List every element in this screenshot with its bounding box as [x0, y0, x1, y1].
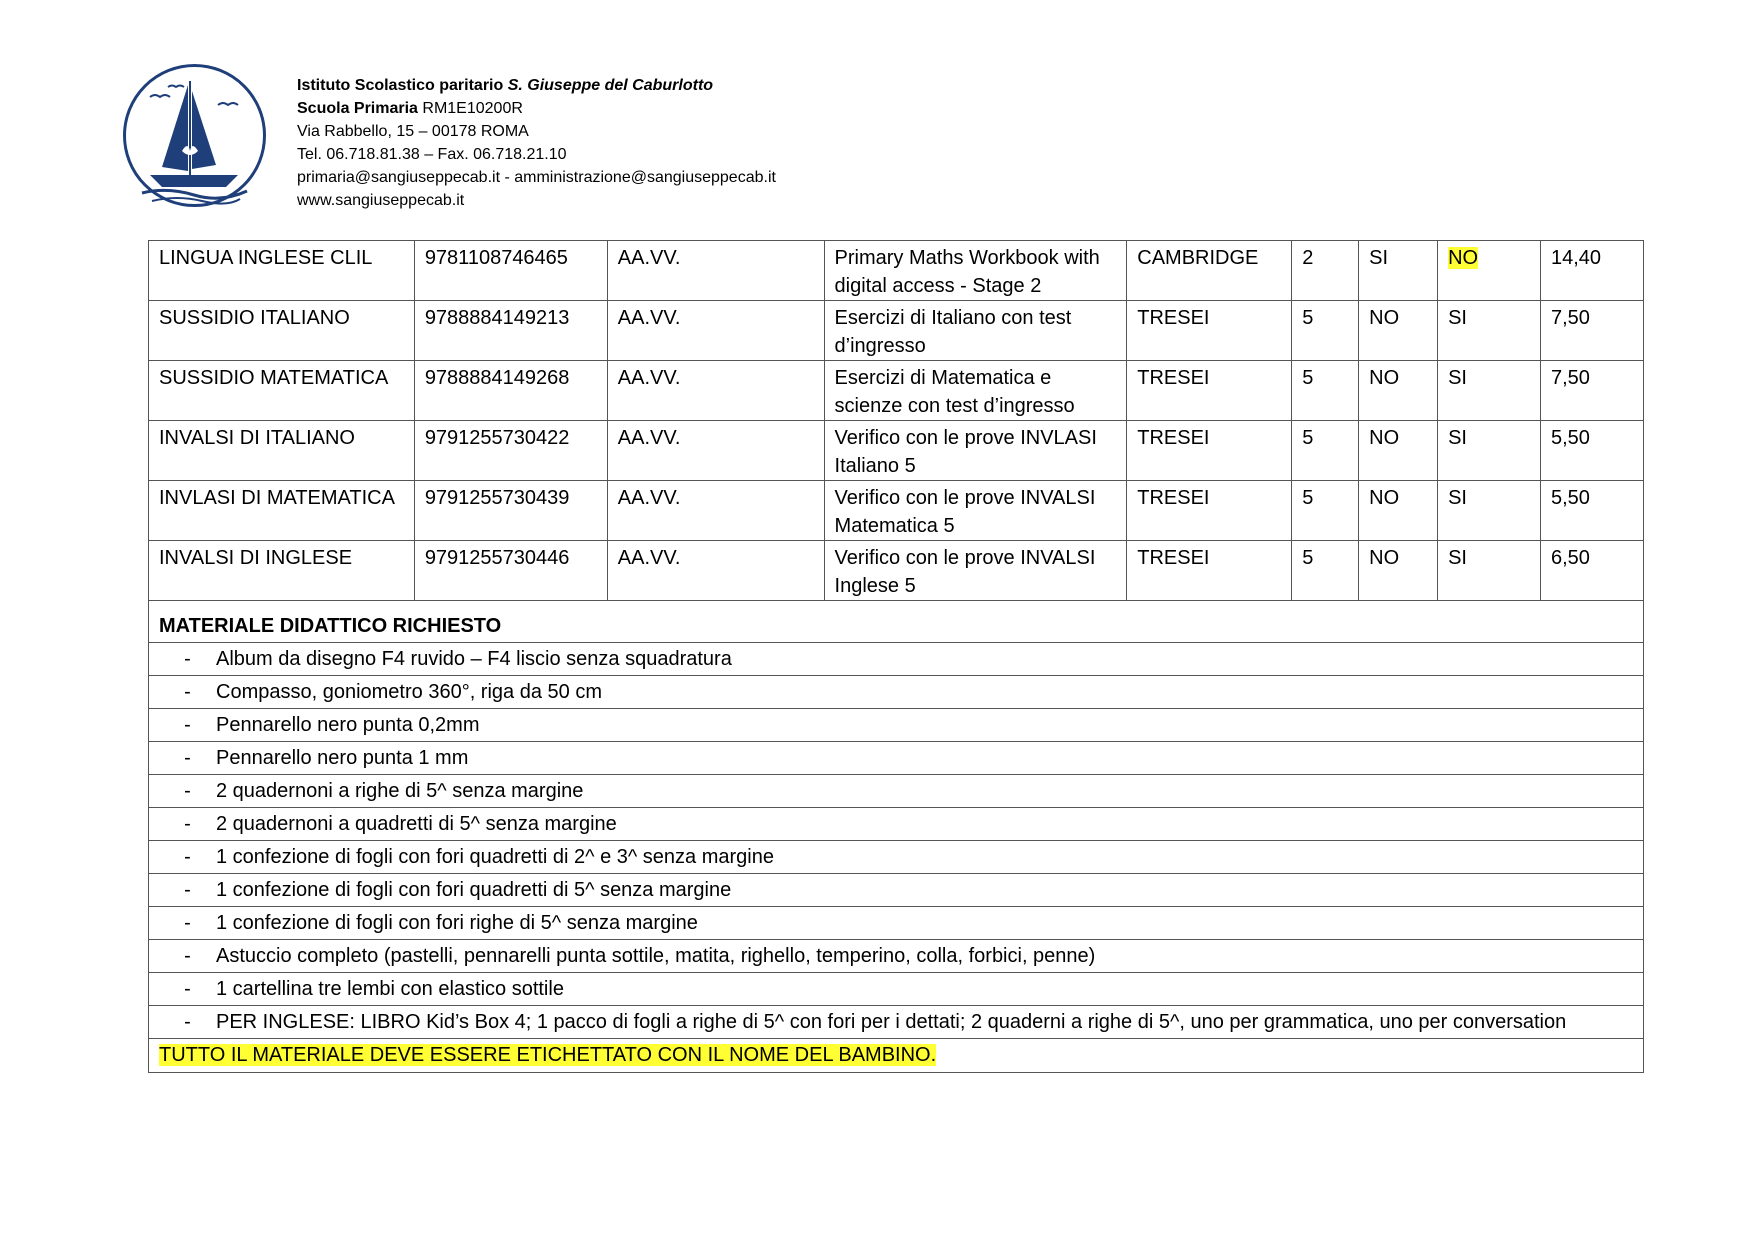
book-subject: INVALSI DI ITALIANO	[159, 427, 355, 449]
book-isbn: 9781108746465	[424, 247, 568, 269]
book-publisher: TRESEI	[1137, 547, 1210, 569]
book-isbn: 9788884149213	[424, 307, 570, 329]
material-item-cell	[149, 841, 1644, 874]
book-vol-cell	[1292, 301, 1359, 361]
book-price-cell	[1541, 481, 1644, 541]
book-c1-cell	[1359, 301, 1438, 361]
book-author: AA.VV.	[617, 307, 681, 329]
book-price-cell	[1541, 361, 1644, 421]
book-isbn-cell	[414, 481, 607, 541]
book-publisher-cell	[1127, 361, 1292, 421]
book-c2-cell	[1438, 301, 1541, 361]
book-isbn-cell	[414, 361, 607, 421]
book-price: 6,50	[1551, 547, 1590, 569]
material-item-cell	[149, 643, 1644, 676]
book-author: AA.VV.	[617, 367, 681, 389]
book-c1: NO	[1369, 427, 1400, 449]
book-subject-cell	[149, 301, 415, 361]
book-subject: SUSSIDIO ITALIANO	[159, 307, 350, 329]
book-vol: 2	[1302, 247, 1314, 269]
book-title-cell	[824, 361, 1127, 421]
book-subject-cell	[149, 481, 415, 541]
book-vol: 5	[1302, 547, 1314, 569]
material-item-cell	[149, 907, 1644, 940]
book-title-cell	[824, 421, 1127, 481]
label-note-row	[149, 1039, 1644, 1073]
book-vol: 5	[1302, 487, 1314, 509]
book-price: 7,50	[1551, 307, 1590, 329]
material-item-cell	[149, 940, 1644, 973]
book-subject: INVLASI DI MATEMATICA	[159, 487, 395, 509]
book-vol-cell	[1292, 421, 1359, 481]
book-title: Esercizi di Matematica e scienze con test d’ingresso	[834, 367, 1075, 417]
book-c2: SI	[1448, 487, 1467, 509]
book-isbn: 9791255730446	[424, 547, 570, 569]
book-vol-cell	[1292, 361, 1359, 421]
book-author: AA.VV.	[617, 247, 681, 269]
material-item-cell	[149, 874, 1644, 907]
material-item	[149, 841, 1644, 874]
book-c1-cell	[1359, 421, 1438, 481]
books-table	[148, 240, 1644, 601]
book-title: Esercizi di Italiano con test d’ingresso	[834, 307, 1072, 357]
book-publisher-cell	[1127, 421, 1292, 481]
book-c2-cell	[1438, 481, 1541, 541]
book-isbn: 9791255730422	[424, 427, 570, 449]
material-item	[149, 940, 1644, 973]
book-author-cell	[607, 421, 824, 481]
institute-prefix: Istituto Scolastico paritario	[297, 77, 508, 94]
bullet-dash: -	[184, 878, 191, 901]
book-price: 7,50	[1551, 367, 1590, 389]
material-item-text: 2 quadernoni a quadretti di 5^ senza margine	[216, 812, 617, 835]
bullet-dash: -	[184, 680, 191, 703]
material-item	[149, 742, 1644, 775]
material-item-text: 1 confezione di fogli con fori quadretti di 2^ e 3^ senza margine	[216, 845, 774, 868]
material-item-text: Compasso, goniometro 360°, riga da 50 cm	[216, 680, 602, 703]
material-item	[149, 907, 1644, 940]
school-header	[297, 74, 776, 212]
book-c1-cell	[1359, 481, 1438, 541]
material-item-cell	[149, 775, 1644, 808]
book-author: AA.VV.	[617, 487, 681, 509]
book-price-cell	[1541, 241, 1644, 301]
material-item	[149, 709, 1644, 742]
book-price: 5,50	[1551, 487, 1590, 509]
book-c2-cell	[1438, 241, 1541, 301]
book-subject-cell	[149, 241, 415, 301]
book-vol: 5	[1302, 367, 1314, 389]
book-vol: 5	[1302, 307, 1314, 329]
material-item-cell	[149, 808, 1644, 841]
material-item-text: Pennarello nero punta 1 mm	[216, 746, 469, 769]
book-c2-cell	[1438, 361, 1541, 421]
book-publisher: TRESEI	[1137, 367, 1210, 389]
book-publisher-cell	[1127, 481, 1292, 541]
book-title: Verifico con le prove INVLASI Italiano 5	[834, 427, 1097, 477]
bullet-dash: -	[184, 713, 191, 736]
book-c1: NO	[1369, 547, 1400, 569]
book-title: Verifico con le prove INVALSI Matematica 5	[834, 487, 1096, 537]
book-subject: SUSSIDIO MATEMATICA	[159, 367, 389, 389]
book-price-cell	[1541, 421, 1644, 481]
book-author-cell	[607, 361, 824, 421]
book-isbn: 9791255730439	[424, 487, 570, 509]
materials-table	[148, 584, 1644, 1073]
book-c2: SI	[1448, 367, 1467, 389]
book-title: Verifico con le prove INVALSI Inglese 5	[834, 547, 1096, 597]
school-label: Scuola Primaria	[297, 100, 418, 117]
book-publisher: TRESEI	[1137, 307, 1210, 329]
book-c2: SI	[1448, 427, 1467, 449]
book-price: 5,50	[1551, 427, 1590, 449]
material-item-cell	[149, 742, 1644, 775]
book-publisher: CAMBRIDGE	[1137, 247, 1259, 269]
bullet-dash: -	[184, 779, 191, 802]
book-vol: 5	[1302, 427, 1314, 449]
book-author: AA.VV.	[617, 427, 681, 449]
book-author: AA.VV.	[617, 547, 681, 569]
material-item	[149, 1006, 1644, 1039]
material-item-text: Astuccio completo (pastelli, pennarelli punta sottile, matita, righello, temperino, colla, forbici, penne)	[216, 944, 1096, 967]
book-title-cell	[824, 301, 1127, 361]
bullet-dash: -	[184, 1010, 191, 1033]
book-c2: NO	[1448, 247, 1479, 269]
material-item	[149, 643, 1644, 676]
book-subject-cell	[149, 421, 415, 481]
book-author-cell	[607, 241, 824, 301]
book-c1-cell	[1359, 241, 1438, 301]
book-author-cell	[607, 301, 824, 361]
book-vol-cell	[1292, 241, 1359, 301]
book-row	[149, 361, 1644, 421]
label-note: TUTTO IL MATERIALE DEVE ESSERE ETICHETTATO CON IL NOME DEL BAMBINO.	[159, 1044, 937, 1066]
material-item-text: Pennarello nero punta 0,2mm	[216, 713, 480, 736]
book-title-cell	[824, 481, 1127, 541]
bullet-dash: -	[184, 977, 191, 1000]
book-vol-cell	[1292, 481, 1359, 541]
book-author-cell	[607, 481, 824, 541]
book-price: 14,40	[1551, 247, 1602, 269]
book-c1-cell	[1359, 361, 1438, 421]
materials-title-row	[149, 584, 1644, 643]
book-row	[149, 301, 1644, 361]
material-item-cell	[149, 676, 1644, 709]
book-isbn-cell	[414, 241, 607, 301]
label-note-cell	[149, 1039, 1644, 1073]
material-item-text: 1 confezione di fogli con fori righe di 5^ senza margine	[216, 911, 698, 934]
book-isbn-cell	[414, 421, 607, 481]
book-c2: SI	[1448, 307, 1467, 329]
book-subject: LINGUA INGLESE CLIL	[159, 247, 373, 269]
material-item-cell	[149, 709, 1644, 742]
email-addresses: primaria@sangiuseppecab.it - amministrazione@sangiuseppecab.it	[297, 169, 776, 186]
material-item	[149, 775, 1644, 808]
school-line	[297, 97, 776, 120]
book-isbn: 9788884149268	[424, 367, 570, 389]
book-c2: SI	[1448, 547, 1467, 569]
bullet-dash: -	[184, 746, 191, 769]
book-c1: NO	[1369, 487, 1400, 509]
book-row	[149, 421, 1644, 481]
website: www.sangiuseppecab.it	[297, 192, 465, 209]
book-title: Primary Maths Workbook with digital access - Stage 2	[834, 247, 1100, 297]
institute-line	[297, 74, 776, 97]
book-c1: NO	[1369, 367, 1400, 389]
material-item	[149, 874, 1644, 907]
material-item	[149, 676, 1644, 709]
book-subject-cell	[149, 361, 415, 421]
material-item-text: Album da disegno F4 ruvido – F4 liscio senza squadratura	[216, 647, 732, 670]
material-item-text: 1 cartellina tre lembi con elastico sottile	[216, 977, 564, 1000]
book-publisher-cell	[1127, 241, 1292, 301]
book-subject: INVALSI DI INGLESE	[159, 547, 353, 569]
book-c1: NO	[1369, 307, 1400, 329]
book-publisher-cell	[1127, 301, 1292, 361]
book-publisher: TRESEI	[1137, 427, 1210, 449]
book-price-cell	[1541, 301, 1644, 361]
book-c2-cell	[1438, 421, 1541, 481]
school-code: RM1E10200R	[417, 100, 523, 117]
book-row	[149, 481, 1644, 541]
book-title-cell	[824, 241, 1127, 301]
address: Via Rabbello, 15 – 00178 ROMA	[297, 123, 529, 140]
institute-name: S. Giuseppe del Caburlotto	[507, 77, 714, 94]
school-logo	[122, 63, 267, 208]
material-item-cell	[149, 973, 1644, 1006]
bullet-dash: -	[184, 911, 191, 934]
book-isbn-cell	[414, 301, 607, 361]
materials-title: MATERIALE DIDATTICO RICHIESTO	[149, 584, 1644, 643]
phone-fax: Tel. 06.718.81.38 – Fax. 06.718.21.10	[297, 146, 567, 163]
bullet-dash: -	[184, 944, 191, 967]
bullet-dash: -	[184, 812, 191, 835]
bullet-dash: -	[184, 845, 191, 868]
book-c1: SI	[1369, 247, 1389, 269]
material-item-cell	[149, 1006, 1644, 1039]
material-item	[149, 973, 1644, 1006]
bullet-dash: -	[184, 647, 191, 670]
material-item-text: 1 confezione di fogli con fori quadretti di 5^ senza margine	[216, 878, 732, 901]
material-item-text: PER INGLESE: LIBRO Kid’s Box 4; 1 pacco di fogli a righe di 5^ con fori per i dettati; 2 quaderni a righe di 5^, uno per grammatica, uno per conversation	[216, 1010, 1567, 1033]
book-publisher: TRESEI	[1137, 487, 1210, 509]
material-item	[149, 808, 1644, 841]
book-row	[149, 241, 1644, 301]
material-item-text: 2 quadernoni a righe di 5^ senza margine	[216, 779, 584, 802]
